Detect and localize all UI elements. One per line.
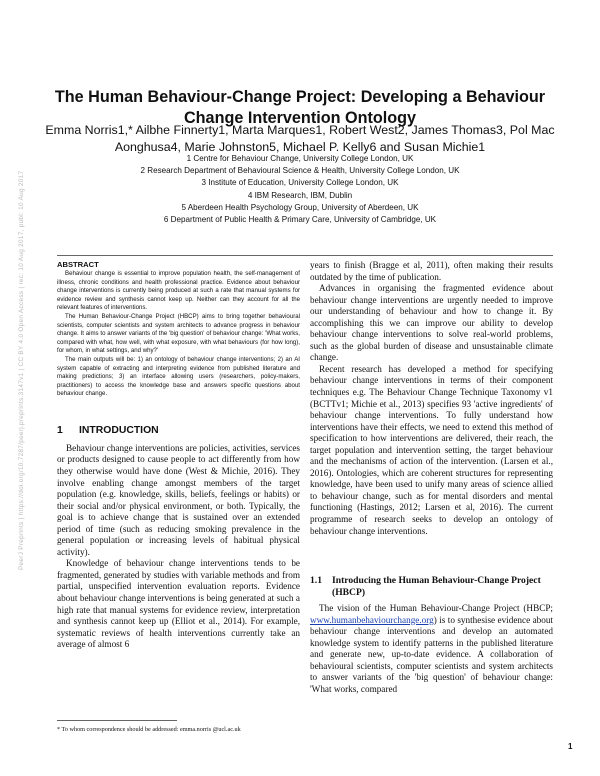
preprint-stamp-text: PeerJ Preprints | https://doi.org/10.7287/peerj.preprints.3147v1 | CC BY 4.0 Open Access | rec: 10 Aug 2017, publ: 10 Aug 2017	[18, 170, 25, 570]
body-text: The vision of the Human Behaviour-Change Project (HBCP;	[319, 603, 553, 614]
body-paragraph: years to finish (Bragge et al, 2011), often making their results outdated by the time of publication.	[310, 260, 553, 282]
footnote-divider	[57, 720, 177, 721]
hbcp-website-link[interactable]: www.humanbehaviourchange.org	[310, 614, 434, 625]
affiliation-line: 2 Research Department of Behavioural Science & Health, University College London, UK	[140, 166, 460, 176]
affiliation-line: 6 Department of Public Health & Primary Care, University of Cambridge, UK	[163, 215, 437, 225]
abstract-heading: ABSTRACT	[57, 260, 99, 269]
subsection-number: 1.1	[310, 575, 322, 587]
abstract-paragraph: The Human Behaviour-Change Project (HBCP) aims to bring together behavioural scientists, computer scientists and system architects to advance progress in behaviour change. It aims to answer variants of the 'big question' of behaviour change: 'What works, compared with what, how well, with what exposure, with what behaviours (for how long), for whom, in what settings, and why?'	[57, 312, 300, 355]
right-column	[310, 260, 553, 696]
affiliation-list	[30, 153, 570, 226]
abstract-paragraph: Behaviour change is essential to improve population health, the self-management of illness, chronic conditions and health professional practice. Evidence about behaviour change interventions is currently being produced at such a rate that manual systems for evidence review and synthesis cannot keep up. Neither can they account for all the relevant features of interventions.	[57, 270, 300, 312]
section-title: INTRODUCTION	[79, 424, 159, 436]
paper-title: The Human Behaviour-Change Project: Developing a Behaviour Change Intervention Ontology	[54, 87, 546, 127]
subsection-heading	[310, 575, 553, 599]
author-list: Emma Norris1,* Ailbhe Finnerty1, Marta Marques1, Robert West2, James Thomas3, Pol Mac Aonghusa4, Marie Johnston5, Michael P. Kelly6 and Susan Michie1	[45, 123, 555, 154]
body-paragraph: Knowledge of behaviour change interventions tends to be fragmented, generated by studies with variable methods and from partial, unspecified intervention evaluation reports. Evidence about behaviour change interventions is being generated at such a high rate that manual systems for evidence review, interpretation and synthesis cannot keep up (Elliot et al., 2014). For example, systematic reviews of health interventions currently take an average of almost 6	[57, 558, 300, 650]
preprint-side-stamp	[8, 170, 25, 570]
footnote: * To whom correspondence should be addressed: emma.norris @ucl.ac.uk	[57, 726, 241, 733]
body-paragraph: Recent research has developed a method for specifying behaviour change interventions in terms of their component techniques e.g. The Behaviour Change Technique Taxonomy v1 (BCTTv1; Michie et al., 2013) specifies 93 'active ingredients' of behaviour change interventions. To fully understand how interventions have their effects, we need to extend this method of specification to how interventions are delivered, their reach, the target population and intervention setting, the target behaviour and the mechanisms of action of the intervention. (Larsen et al., 2016). Ontologies, which are coherent structures for representing knowledge, have been used to unify many areas of science allied to behaviour change, such as for mental disorders and mental functioning (Hastings, 2012; Larsen et al, 2016). The current programme of research seeks to develop an ontology of behaviour change interventions.	[310, 363, 553, 536]
header-divider	[57, 255, 553, 256]
subsection-title: Introducing the Human Behaviour-Change Project (HBCP)	[332, 575, 541, 599]
body-paragraph: Behaviour change interventions are policies, activities, services or products designed to cause people to act differently from how they otherwise would have done (West & Michie, 2016). They involve enabling change amongst members of the target population (e.g. knowledge, skills, beliefs, feelings or habits) or their social and/or physical environment, or both. Typically, the goal is to achieve change that is sustained over an extended period of time (such as reducing smoking prevalence in the general population or increasing levels of habitual physical activity).	[57, 442, 300, 557]
affiliation-line: 3 Institute of Education, University College London, UK	[201, 178, 399, 188]
body-text: ) is to synthesise evidence about behaviour change interventions and develop an automated knowledge system to identify patterns in the published literature and generate new, up-to-date evidence. A collaboration of behavioural scientists, computer scientists and system architects to answer variants of the 'big question' of behaviour change: 'What works, compared	[310, 614, 553, 694]
affiliation-line: 1 Centre for Behaviour Change, University College London, UK	[186, 154, 414, 163]
section-number: 1	[57, 424, 63, 436]
body-paragraph	[310, 603, 553, 695]
affiliation-line: 5 Aberdeen Health Psychology Group, University of Aberdeen, UK	[181, 202, 419, 212]
affiliation-line: 4 IBM Research, IBM, Dublin	[247, 190, 353, 200]
left-column	[57, 260, 300, 651]
abstract-paragraph: The main outputs will be: 1) an ontology of behaviour change interventions; 2) an AI system capable of extracting and interpreting evidence from published literature and making predictions; 3) an interface allowing users (researchers, policy-makers, practitioners) to access the knowledge base and answers specific questions about behaviour change.	[57, 355, 300, 398]
section-heading-introduction	[57, 424, 300, 437]
body-paragraph: Advances in organising the fragmented evidence about behaviour change interventions are urgently needed to improve our understanding of behaviour and how to change it. By accomplishing this we can improve our ability to develop behaviour change interventions to solve real-world problems, such as the global burden of disease and unsustainable climate change.	[310, 283, 553, 363]
page-number: 1	[568, 742, 573, 751]
